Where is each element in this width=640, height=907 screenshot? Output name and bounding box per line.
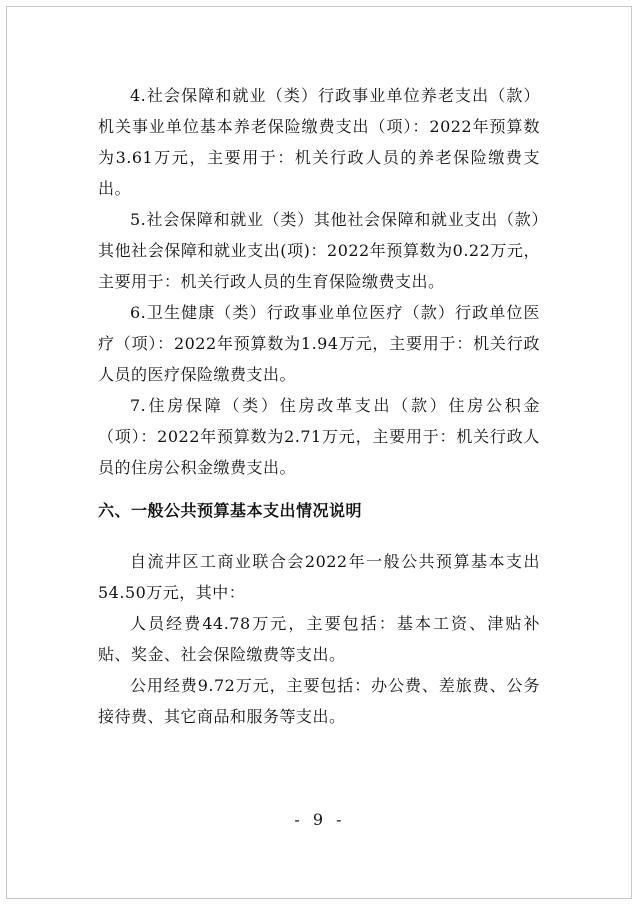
document-body	[98, 80, 540, 732]
item-6-paragraph: 6.卫生健康（类）行政事业单位医疗（款）行政单位医疗（项）：2022年预算数为1.94万元，主要用于：机关行政人员的医疗保险缴费支出。	[98, 303, 540, 384]
item-7-paragraph: 7.住房保障（类）住房改革支出（款）住房公积金（项）：2022年预算数为2.71万元，主要用于：机关行政人员的住房公积金缴费支出。	[98, 396, 540, 477]
item-5-paragraph: 5.社会保障和就业（类）其他社会保障和就业支出（款）其他社会保障和就业支出(项)：2022年预算数为0.22万元，主要用于：机关行政人员的生育保险缴费支出。	[98, 210, 540, 291]
page-number: - 9 -	[294, 810, 346, 829]
basic-expenditure-paragraph: 自流井区工商业联合会2022年一般公共预算基本支出54.50万元，其中：	[98, 552, 540, 602]
spacer	[98, 526, 540, 546]
personnel-expenditure-paragraph: 人员经费44.78万元，主要包括：基本工资、津贴补贴、奖金、社会保险缴费等支出。	[98, 614, 540, 664]
public-expenditure-paragraph: 公用经费9.72万元，主要包括：办公费、差旅费、公务接待费、其它商品和服务等支出。	[98, 676, 540, 726]
section-heading: 六、一般公共预算基本支出情况说明	[98, 501, 363, 520]
item-4-paragraph: 4.社会保障和就业（类）行政事业单位养老支出（款）机关事业单位基本养老保险缴费支出（项）：2022年预算数为3.61万元，主要用于：机关行政人员的养老保险缴费支出。	[98, 86, 540, 198]
